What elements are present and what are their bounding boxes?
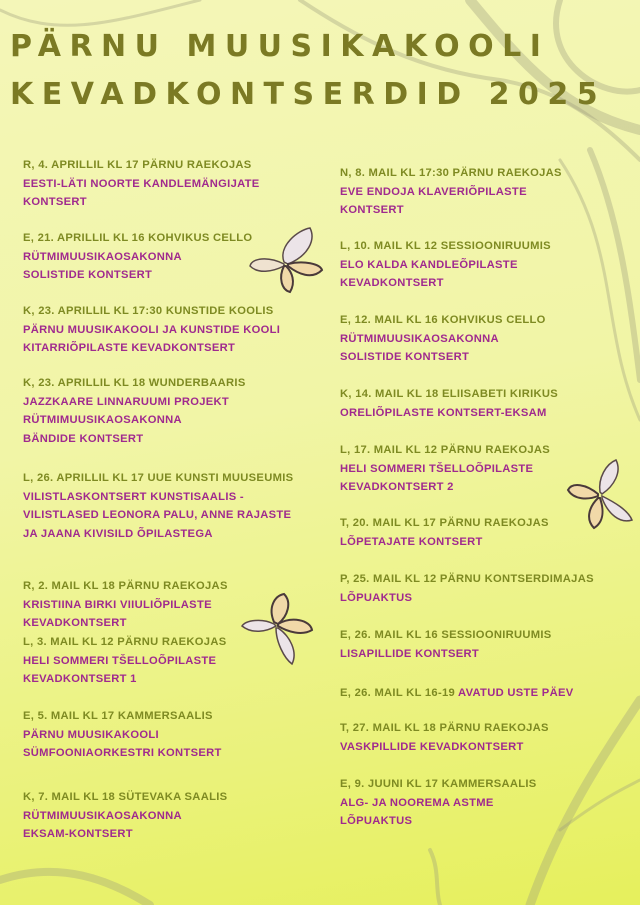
event-name: ALG- JA NOOREMA ASTME bbox=[340, 796, 494, 809]
event-name: ORELIÕPILASTE KONTSERT-EKSAM bbox=[340, 406, 547, 419]
event-name: PÄRNU MUUSIKAKOOLI JA KUNSTIDE KOOLI bbox=[23, 323, 281, 336]
event-date: E, 26. MAIL KL 16 SESSIOONIRUUMIS bbox=[340, 629, 552, 641]
event-date: T, 20. MAIL KL 17 PÄRNU RAEKOJAS bbox=[340, 517, 549, 529]
event-date: T, 27. MAIL KL 18 PÄRNU RAEKOJAS bbox=[340, 722, 549, 734]
event-name: KEVADKONTSERT 1 bbox=[23, 673, 137, 686]
event-item bbox=[340, 385, 558, 422]
event-name: HELI SOMMERI TŠELLOÕPILASTE bbox=[23, 654, 217, 667]
event-item bbox=[23, 469, 293, 543]
event-name: KRISTIINA BIRKI VIIULIÕPILASTE bbox=[23, 598, 212, 611]
event-date: E, 9. JUUNI KL 17 KAMMERSAALIS bbox=[340, 778, 537, 790]
event-item bbox=[23, 577, 228, 633]
event-name: SÜMFOONIAORKESTRI KONTSERT bbox=[23, 747, 222, 760]
event-item bbox=[23, 707, 222, 763]
event-date: E, 5. MAIL KL 17 KAMMERSAALIS bbox=[23, 710, 213, 722]
event-date: K, 23. APRILLIL KL 17:30 KUNSTIDE KOOLIS bbox=[23, 305, 274, 317]
event-item bbox=[340, 164, 562, 220]
event-name: AVATUD USTE PÄEV bbox=[458, 687, 574, 699]
event-item bbox=[23, 156, 260, 212]
event-item bbox=[340, 570, 594, 607]
event-name: EVE ENDOJA KLAVERIÕPILASTE bbox=[340, 185, 527, 198]
event-item bbox=[340, 237, 551, 293]
butterfly-icon bbox=[248, 226, 324, 294]
event-item bbox=[340, 441, 550, 497]
event-name: HELI SOMMERI TŠELLOÕPILASTE bbox=[340, 462, 534, 475]
event-item bbox=[340, 311, 546, 367]
event-name: VILISTLASED LEONORA PALU, ANNE RAJASTE bbox=[23, 509, 292, 522]
event-name: LÕPUAKTUS bbox=[340, 591, 413, 604]
event-date: K, 23. APRILLIL KL 18 WUNDERBAARIS bbox=[23, 377, 246, 389]
event-name: JAZZKAARE LINNARUUMI PROJEKT bbox=[23, 395, 230, 408]
event-date: L, 17. MAIL KL 12 PÄRNU RAEKOJAS bbox=[340, 444, 550, 456]
event-name: RÜTMIMUUSIKAOSAKONNA bbox=[23, 414, 182, 427]
butterfly-icon bbox=[566, 458, 634, 530]
event-name: KONTSERT bbox=[23, 196, 87, 209]
event-name: VILISTLASKONTSERT KUNSTISAALIS - bbox=[23, 490, 244, 503]
event-name: LÕPETAJATE KONTSERT bbox=[340, 535, 483, 548]
event-name: EESTI-LÄTI NOORTE KANDLEMÄNGIJATE bbox=[23, 177, 260, 190]
event-date: L, 26. APRILLIL KL 17 UUE KUNSTI MUUSEUMIS bbox=[23, 472, 294, 484]
poster-title-line-1: PÄRNU MUUSIKAKOOLI bbox=[10, 29, 550, 64]
event-item bbox=[340, 626, 552, 663]
event-date: N, 8. MAIL KL 17:30 PÄRNU RAEKOJAS bbox=[340, 167, 562, 179]
butterfly-icon bbox=[240, 592, 314, 666]
event-date: L, 3. MAIL KL 12 PÄRNU RAEKOJAS bbox=[23, 636, 227, 648]
event-item bbox=[23, 229, 252, 285]
event-item bbox=[23, 302, 280, 358]
event-name: BÄNDIDE KONTSERT bbox=[23, 432, 144, 445]
event-date: R, 2. MAIL KL 18 PÄRNU RAEKOJAS bbox=[23, 580, 228, 592]
event-name: JA JAANA KIVISILD ÕPILASTEGA bbox=[23, 527, 213, 540]
event-date: K, 7. MAIL KL 18 SÜTEVAKA SAALIS bbox=[23, 791, 228, 803]
event-item bbox=[23, 633, 226, 689]
event-item bbox=[340, 684, 573, 703]
event-name: VASKPILLIDE KEVADKONTSERT bbox=[340, 740, 524, 753]
event-item bbox=[23, 788, 227, 844]
event-name: SOLISTIDE KONTSERT bbox=[23, 269, 153, 282]
poster-title-line-2: KEVADKONTSERDID 2025 bbox=[10, 77, 607, 112]
event-name: PÄRNU MUUSIKAKOOLI bbox=[23, 728, 159, 741]
event-name: KEVADKONTSERT 2 bbox=[340, 481, 454, 494]
event-item bbox=[340, 719, 549, 756]
event-item bbox=[340, 514, 549, 551]
event-name: KEVADKONTSERT bbox=[340, 277, 444, 290]
event-date: L, 10. MAIL KL 12 SESSIOONIRUUMIS bbox=[340, 240, 551, 252]
event-name: LISAPILLIDE KONTSERT bbox=[340, 647, 480, 660]
event-date: P, 25. MAIL KL 12 PÄRNU KONTSERDIMAJAS bbox=[340, 573, 594, 585]
event-date: R, 4. APRILLIL KL 17 PÄRNU RAEKOJAS bbox=[23, 159, 252, 171]
event-name: EKSAM-KONTSERT bbox=[23, 828, 133, 841]
event-name: RÜTMIMUUSIKAOSAKONNA bbox=[23, 250, 182, 263]
event-name: KITARRIÕPILASTE KEVADKONTSERT bbox=[23, 342, 236, 355]
event-name: RÜTMIMUUSIKAOSAKONNA bbox=[340, 332, 499, 345]
event-name: RÜTMIMUUSIKAOSAKONNA bbox=[23, 809, 182, 822]
event-date: K, 14. MAIL KL 18 ELIISABETI KIRIKUS bbox=[340, 388, 559, 400]
event-date: E, 26. MAIL KL 16-19 bbox=[340, 687, 456, 699]
event-date: E, 12. MAIL KL 16 KOHVIKUS CELLO bbox=[340, 314, 546, 326]
event-name: KEVADKONTSERT bbox=[23, 617, 127, 630]
event-item bbox=[340, 775, 537, 831]
event-name: SOLISTIDE KONTSERT bbox=[340, 351, 470, 364]
event-item bbox=[23, 374, 246, 448]
event-date: E, 21. APRILLIL KL 16 KOHVIKUS CELLO bbox=[23, 232, 253, 244]
event-name: LÕPUAKTUS bbox=[340, 815, 413, 828]
event-name: ELO KALDA KANDLEÕPILASTE bbox=[340, 258, 518, 271]
event-name: KONTSERT bbox=[340, 204, 404, 217]
